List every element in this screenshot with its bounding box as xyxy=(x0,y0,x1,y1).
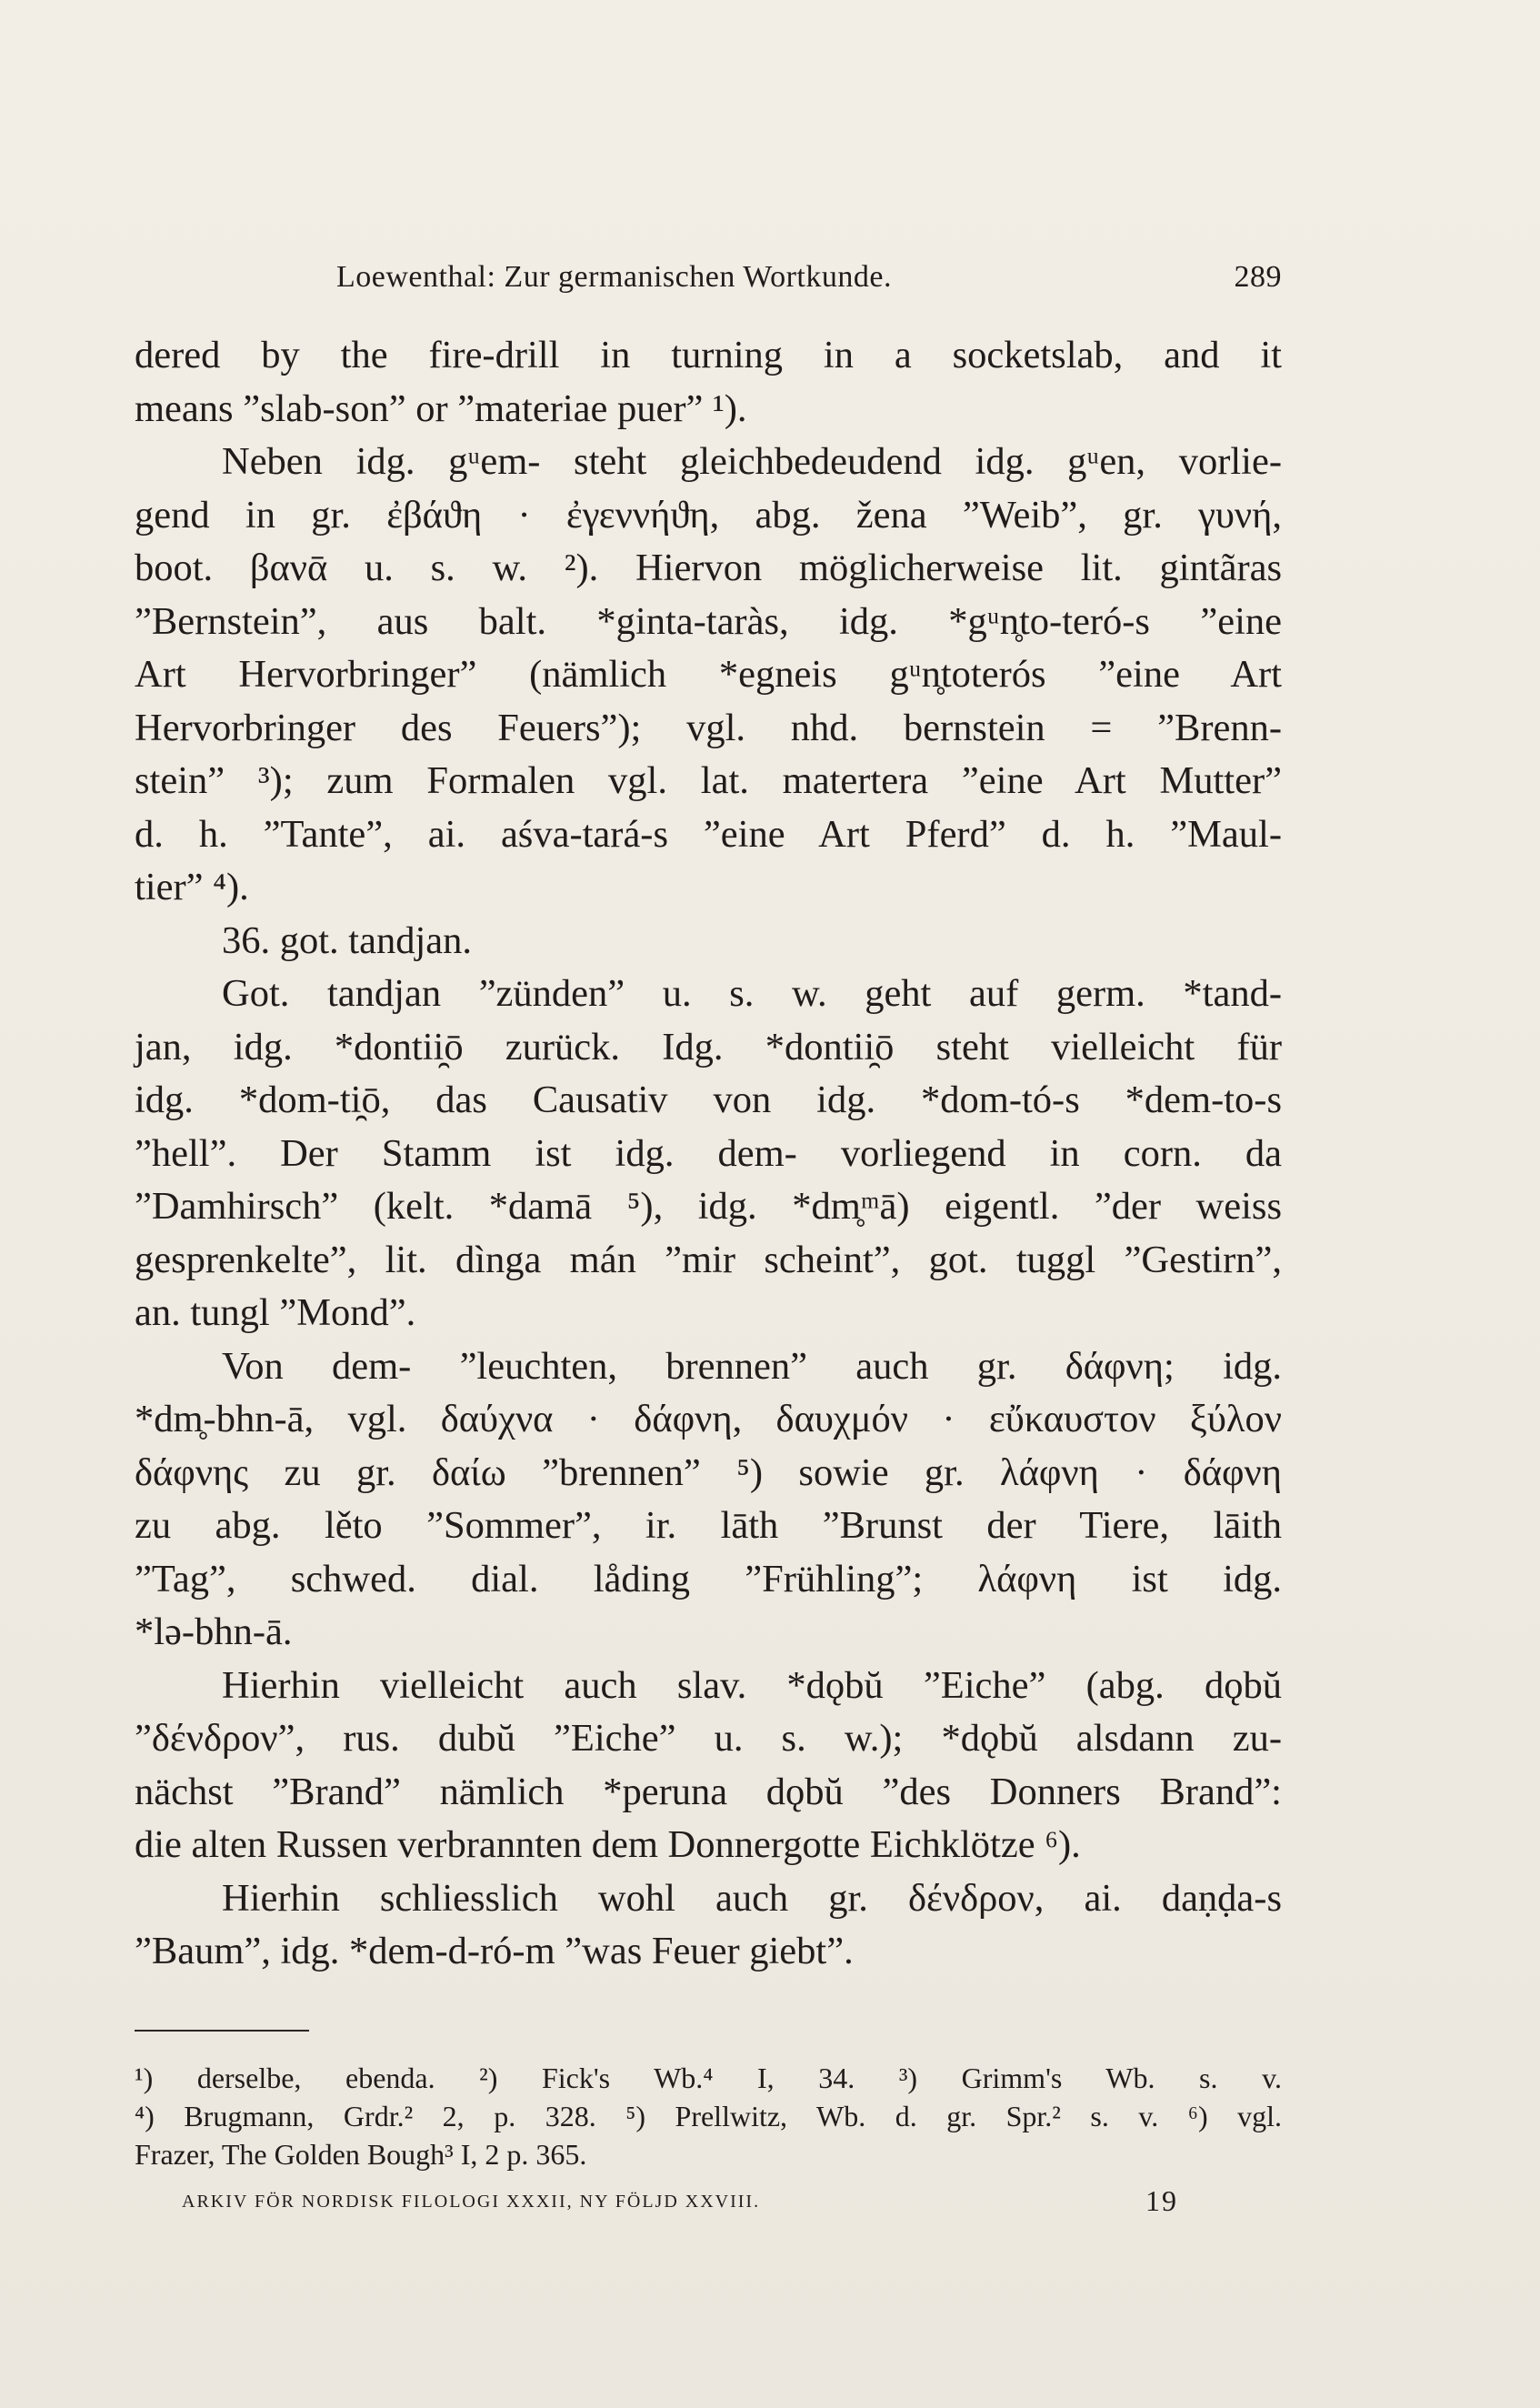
text-line: ”Baum”, idg. *dem-d-ró-m ”was Feuer giebt”. xyxy=(135,1930,854,1972)
text-line: tier” ⁴). xyxy=(135,866,249,908)
text-line: Art Hervorbringer” (nämlich *egneis gᵘn̥toterós ”eine Art xyxy=(135,653,1282,696)
journal-signature: ARKIV FÖR NORDISK FILOLOGI XXXII, NY FÖLJD XXVIII. xyxy=(182,2192,761,2212)
text-line: ”Bernstein”, aus balt. *ginta-taràs, idg. *gᵘn̥to-teró-s ”eine xyxy=(135,599,1282,643)
text-line: d. h. ”Tante”, ai. aśva-tará-s ”eine Art Pferd” d. h. ”Maul- xyxy=(135,812,1282,856)
text-line: *dm̥-bhn-ā, vgl. δαύχνα · δάφνη, δαυχμόν · εὔκαυστον ξύλον xyxy=(135,1398,1282,1440)
text-line: ”hell”. Der Stamm ist idg. dem- vorliegend in corn. da xyxy=(135,1131,1282,1175)
printer-signature xyxy=(182,2184,1182,2221)
body-text xyxy=(135,329,1282,1979)
text-line: means ”slab-son” or ”materiae puer” ¹). xyxy=(135,386,747,430)
footnote-line: Frazer, The Golden Bough³ I, 2 p. 365. xyxy=(135,2138,587,2171)
text-line: nächst ”Brand” nämlich *peruna dǫbŭ ”des Donners Brand”: xyxy=(135,1770,1282,1813)
text-line: Hierhin schliesslich wohl auch gr. δένδρον, ai. daṇḍa-s xyxy=(222,1876,1282,1920)
text-line: ”Tag”, schwed. dial. låding ”Frühling”; λάφνη ist idg. xyxy=(135,1557,1282,1600)
text-line: dered by the fire-drill in turning in a socketslab, and it xyxy=(135,334,1282,376)
text-line: idg. *dom-ti̯ō, das Causativ von idg. *dom-tó-s *dem-to-s xyxy=(135,1079,1282,1121)
footnote-line: ⁴) Brugmann, Grdr.² 2, p. 328. ⁵) Prellwitz, Wb. d. gr. Spr.² s. v. ⁶) vgl. xyxy=(135,2100,1282,2132)
text-line: an. tungl ”Mond”. xyxy=(135,1291,416,1334)
running-head xyxy=(336,260,1282,302)
footnotes xyxy=(135,2059,1282,2173)
text-line: δάφνης zu gr. δαίω ”brennen” ⁵) sowie gr. λάφνη · δάφνη xyxy=(135,1450,1282,1494)
sheet-number: 19 xyxy=(1145,2184,1178,2217)
text-line: Hierhin vielleicht auch slav. *dǫbŭ ”Eiche” (abg. dǫbŭ xyxy=(222,1663,1282,1707)
text-line: stein” ³); zum Formalen vgl. lat. matertera ”eine Art Mutter” xyxy=(135,759,1282,802)
text-line: gend in gr. ἐβάϑη · ἐγεννήϑη, abg. žena ”Weib”, gr. γυνή, xyxy=(135,493,1282,537)
page-number: 289 xyxy=(1234,260,1282,294)
text-line: Von dem- ”leuchten, brennen” auch gr. δάφνη; idg. xyxy=(222,1344,1282,1388)
text-line: gesprenkelte”, lit. dìnga mán ”mir scheint”, got. tuggl ”Gestirn”, xyxy=(135,1238,1282,1281)
text-line: *lə-bhn-ā. xyxy=(135,1610,293,1653)
footnote-divider xyxy=(135,2030,309,2032)
running-title: Loewenthal: Zur germanischen Wortkunde. xyxy=(336,260,892,294)
text-line: die alten Russen verbrannten dem Donnergotte Eichklötze ⁶). xyxy=(135,1823,1081,1866)
footnote-line: ¹) derselbe, ebenda. ²) Fick's Wb.⁴ I, 34. ³) Grimm's Wb. s. v. xyxy=(135,2062,1282,2094)
text-line: zu abg. lěto ”Sommer”, ir. lāth ”Brunst der Tiere, lāith xyxy=(135,1504,1282,1547)
text-line: ”δένδρον”, rus. dubŭ ”Eiche” u. s. w.); *dǫbŭ alsdann zu- xyxy=(135,1717,1282,1760)
text-line: boot. βανᾱ u. s. w. ²). Hiervon möglicherweise lit. gintãras xyxy=(135,547,1282,589)
text-line: Got. tandjan ”zünden” u. s. w. geht auf germ. *tand- xyxy=(222,972,1282,1015)
text-line: ”Damhirsch” (kelt. *damā ⁵), idg. *dm̥ᵐā) eigentl. ”der weiss xyxy=(135,1185,1282,1228)
text-line: Hervorbringer des Feuers”); vgl. nhd. bernstein = ”Brenn- xyxy=(135,706,1282,749)
text-line: Neben idg. gᵘem- steht gleichbedeudend idg. gᵘen, vorlie- xyxy=(222,440,1282,483)
text-line: jan, idg. *dontii̯ō zurück. Idg. *dontii̯ō steht vielleicht für xyxy=(135,1025,1282,1069)
text-line: 36. got. tandjan. xyxy=(222,918,473,962)
